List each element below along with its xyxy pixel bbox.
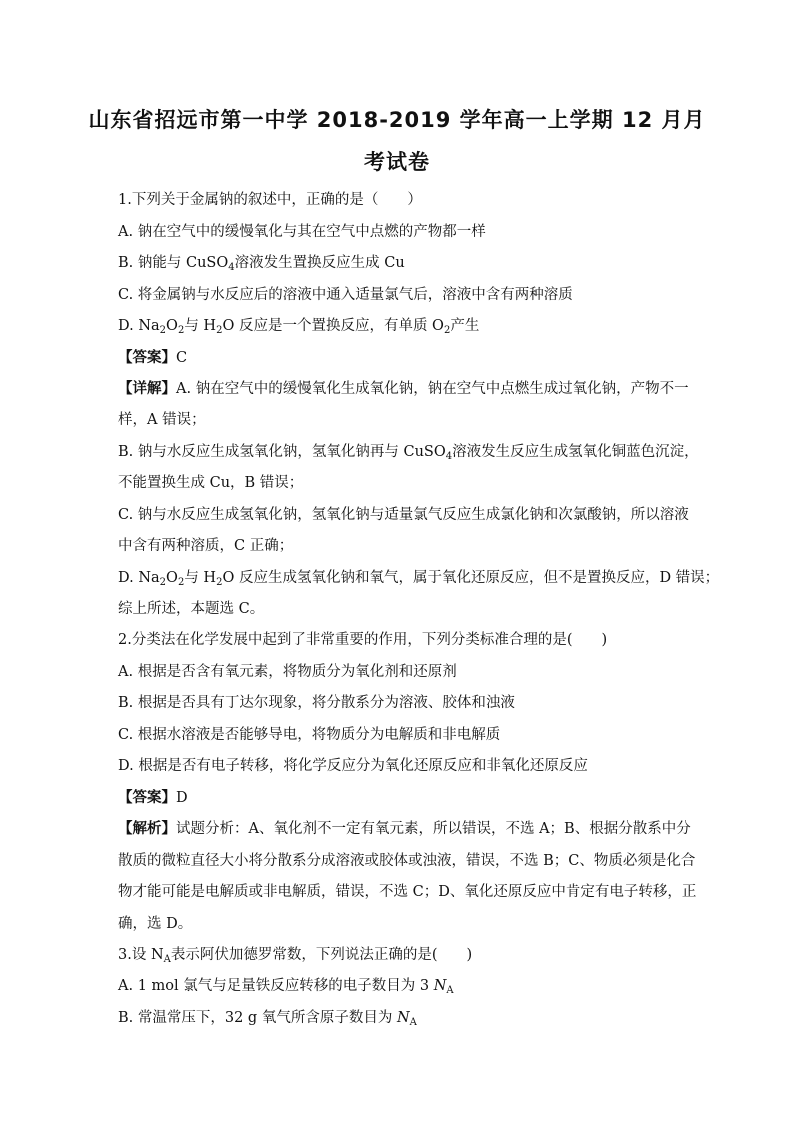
q2-exp1-text: 试题分析：A、氧化剂不一定有氧元素，所以错误，不选 A；B、根据分散系中分 [176,821,691,837]
q1-answer-value: C [176,350,188,366]
page-title-line-1: 山东省招远市第一中学 2018-2019 学年高一上学期 12 月月 [88,108,706,132]
q2-explanation-1 [118,817,691,838]
q1-answer-tag: 【答案】 [118,349,176,366]
q1-exp-b1-t1: B. 钠与水反应生成氢氧化钠，氢氧化钠再与 CuSO [118,444,446,460]
q1-exp-d-s2: 2 [177,577,185,588]
q1-option-d [118,314,479,336]
q2-stem: 2.分类法在化学发展中起到了非常重要的作用，下列分类标准合理的是( ) [118,632,608,648]
q1-d-t2: O [166,318,178,334]
q1-d-t3: 与 H [184,318,217,334]
q2-exp-tag: 【解析】 [118,820,176,837]
q3-a-sub: A [446,985,454,996]
q2-option-c: C. 根据水溶液是否能够导电，将物质分为电解质和非电解质 [118,727,501,743]
q3-stem-t1: 3.设 N [118,947,164,963]
q2-answer-tag: 【答案】 [118,789,176,806]
q3-b-t1: B. 常温常压下，32 g 氧气所含原子数目为 [118,1010,397,1026]
q1-d-s1: 2 [159,325,167,336]
q1-explanation-c2: 中含有两种溶质，C 正确； [118,538,294,554]
q2-answer-value: D [176,790,188,806]
q3-a-t1: A. 1 mol 氯气与足量铁反应转移的电子数目为 3 [118,978,434,994]
q3-option-b [118,1006,417,1028]
q1-stem: 1.下列关于金属钠的叙述中，正确的是（ ） [118,192,422,208]
q1-option-b [118,251,405,273]
q1-explanation-c1: C. 钠与水反应生成氢氧化钠，氢氧化钠与适量氯气反应生成氯化钠和次氯酸钠，所以溶液 [118,507,689,523]
q3-stem-t2: 表示阿伏加德罗常数，下列说法正确的是( ) [170,947,473,963]
q1-exp-a1-text: A. 钠在空气中的缓慢氧化生成氧化钠，钠在空气中点燃生成过氧化钠，产物不一 [176,381,689,397]
q1-option-b-text-2: 溶液发生置换反应生成 Cu [234,255,405,271]
q1-summary: 综上所述，本题选 C。 [118,601,265,617]
q2-explanation-4: 确，选 D。 [118,916,193,932]
q1-option-a: A. 钠在空气中的缓慢氧化与其在空气中点燃的产物都一样 [118,224,486,240]
q1-explanation-b1 [118,440,699,462]
q1-explanation-d [118,566,719,588]
q1-d-t4: O 反应是一个置换反应，有单质 O [222,318,444,334]
q3-a-n: N [433,978,447,994]
q3-b-sub: A [409,1017,417,1028]
q1-exp-d-t4: O 反应生成氢氧化钠和氧气，属于氧化还原反应，但不是置换反应，D 错误； [222,570,720,586]
q1-exp-d-t1: D. Na [118,570,160,586]
q2-option-d: D. 根据是否有电子转移，将化学反应分为氧化还原反应和非氧化还原反应 [118,758,588,774]
q1-exp-d-t2: O [166,570,178,586]
q3-stem [118,943,472,965]
q1-d-s4: 2 [443,325,451,336]
q1-explanation-b2: 不能置换生成 Cu，B 错误； [118,475,304,491]
q2-option-a: A. 根据是否含有氧元素，将物质分为氧化剂和还原剂 [118,664,457,680]
q1-exp-b1-sub: 4 [445,451,453,462]
q1-d-s2: 2 [177,325,185,336]
q1-answer [118,346,187,367]
page-title-line-2: 考试卷 [364,150,430,174]
q2-explanation-3: 物才能可能是电解质或非电解质，错误，不选 C；D、氧化还原反应中肯定有电子转移，正 [118,884,697,900]
q2-explanation-2: 散质的微粒直径大小将分散系分成溶液或胶体或浊液，错误，不选 B；C、物质必须是化合 [118,853,696,869]
q1-explanation-a1 [118,377,689,398]
q3-stem-sub: A [163,954,171,965]
q1-exp-tag: 【详解】 [118,380,176,397]
q1-option-b-sub: 4 [228,262,235,273]
q3-b-n: N [396,1010,410,1026]
q1-exp-d-s1: 2 [159,577,167,588]
q1-exp-d-t3: 与 H [184,570,217,586]
q1-explanation-a2: 样，A 错误； [118,412,206,428]
q2-option-b: B. 根据是否具有丁达尔现象，将分散系分为溶液、胶体和浊液 [118,695,515,711]
q1-option-c: C. 将金属钠与水反应后的溶液中通入适量氯气后，溶液中含有两种溶质 [118,287,573,303]
q1-d-t1: D. Na [118,318,160,334]
q1-exp-b1-t2: 溶液发生反应生成氢氧化铜蓝色沉淀， [452,444,699,460]
q1-exp-d-s3: 2 [216,577,223,588]
q3-option-a [118,974,454,996]
q2-answer [118,786,188,807]
q1-d-t5: 产生 [450,318,480,334]
q1-d-s3: 2 [216,325,223,336]
q1-option-b-text-1: B. 钠能与 CuSO [118,255,229,271]
